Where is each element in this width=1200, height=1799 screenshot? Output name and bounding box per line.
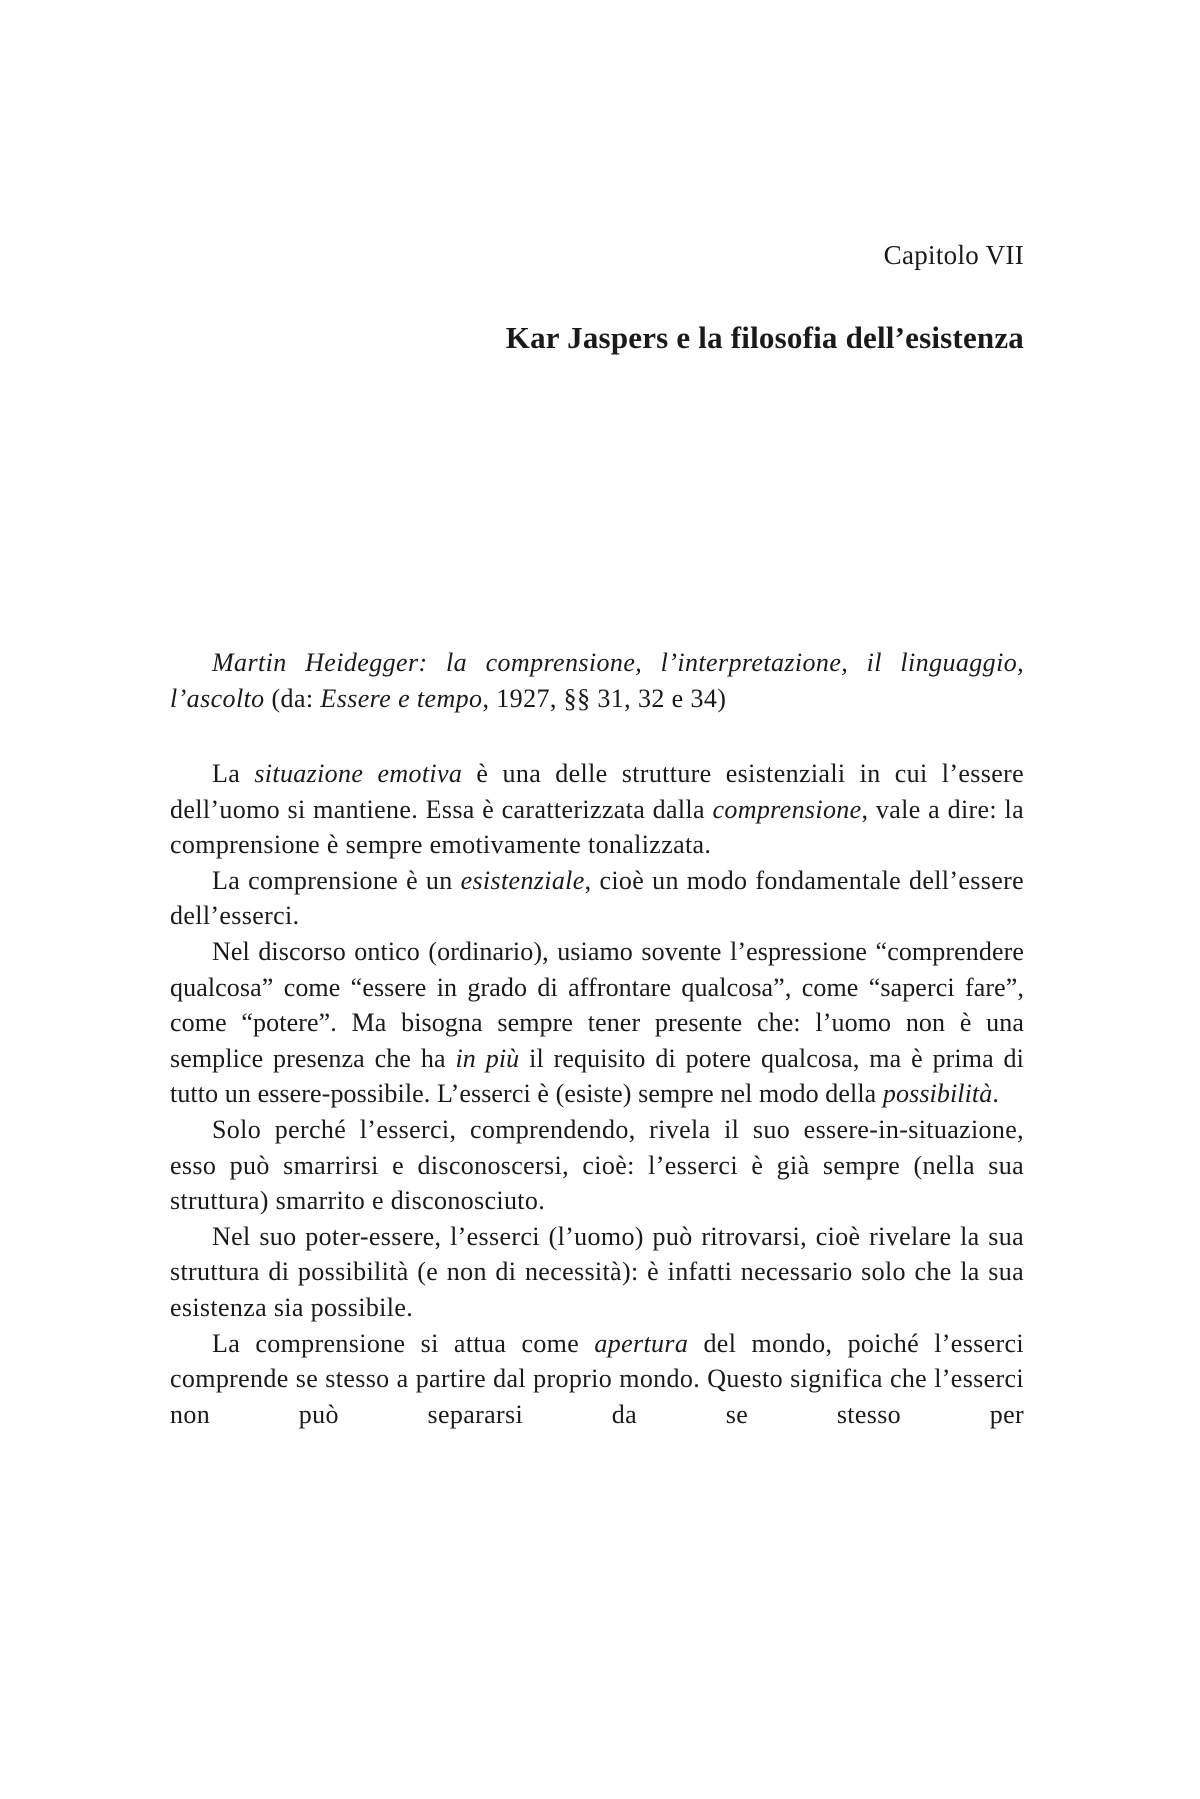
paragraph-3: [170, 934, 1024, 1112]
paragraph-4: [170, 1112, 1024, 1219]
paragraph-1-italic-2: comprensione: [712, 794, 862, 824]
chapter-title: Kar Jaspers e la filosofia dell’esistenza: [505, 320, 1024, 355]
paragraph-2-italic-1: esistenziale: [460, 865, 585, 895]
paragraph-2-text-2: , cioè un modo fondamentale dell’essere dell’esserci.: [170, 865, 1025, 931]
reading-source-open: (da:: [264, 683, 321, 713]
reading-author-topic: Martin Heidegger: la comprensione, l’interpretazione, il linguaggio, l’ascolto: [170, 648, 1024, 713]
paragraph-6: [170, 1326, 1024, 1433]
paragraph-6-italic-1: apertura: [594, 1328, 689, 1358]
paragraph-2: [170, 863, 1024, 934]
paragraph-5: [170, 1219, 1024, 1326]
paragraph-6-text-2: del mondo, poiché l’esserci comprende se stesso a partire dal proprio mondo. Questo significa che l’esserci non può separarsi da se stesso per: [170, 1328, 1024, 1429]
reading-source-details: , 1927, §§ 31, 32 e 34): [482, 683, 727, 713]
reading-heading: [170, 645, 1024, 716]
paragraph-3-text-2: il requisito di potere qualcosa, ma è prima di tutto un essere-possibile. L’esserci è (esiste) sempre nel modo della: [170, 1043, 1024, 1109]
paragraph-1-text-3: , vale a dire: la comprensione è sempre emotivamente tonalizzata.: [170, 794, 1025, 860]
paragraph-3-italic-2: possibilità: [882, 1079, 993, 1109]
chapter-label: Capitolo VII: [883, 240, 1024, 270]
paragraph-3-text-3: .: [992, 1079, 999, 1109]
paragraph-4-text-1: Solo perché l’esserci, comprendendo, rivela il suo essere-in-situazione, esso può smarrirsi e disconoscersi, cioè: l’esserci è già sempre (nella sua struttura) smarrito e disconosciuto.: [170, 1114, 1024, 1216]
paragraph-1: [170, 756, 1024, 863]
paragraph-1-text-2: è una delle strutture esistenziali in cui l’essere dell’uomo si mantiene. Essa è caratterizzata dalla: [170, 759, 1024, 824]
paragraph-1-italic-1: situazione emotiva: [254, 759, 463, 788]
body-text: [170, 756, 1024, 1432]
reading-source-work: Essere e tempo: [320, 683, 483, 713]
paragraph-3-italic-1: in più: [455, 1043, 520, 1073]
paragraph-3-text-1: Nel discorso ontico (ordinario), usiamo sovente l’espressione “comprendere qualcosa” come “essere in grado di affrontare qualcosa”, come “saperci fare”, come “potere”. Ma bisogna sempre tener presente che: l’uomo non è una semplice presenza che ha: [170, 936, 1024, 1073]
paragraph-2-text-1: La comprensione è un: [212, 865, 461, 895]
paragraph-6-text-1: La comprensione si attua come: [212, 1328, 595, 1358]
paragraph-1-text-1: La: [212, 759, 255, 788]
paragraph-5-text-1: Nel suo poter-essere, l’esserci (l’uomo) può ritrovarsi, cioè rivelare la sua struttura di possibilità (e non di necessità): è infatti necessario solo che la sua esistenza sia possibile.: [170, 1221, 1024, 1322]
